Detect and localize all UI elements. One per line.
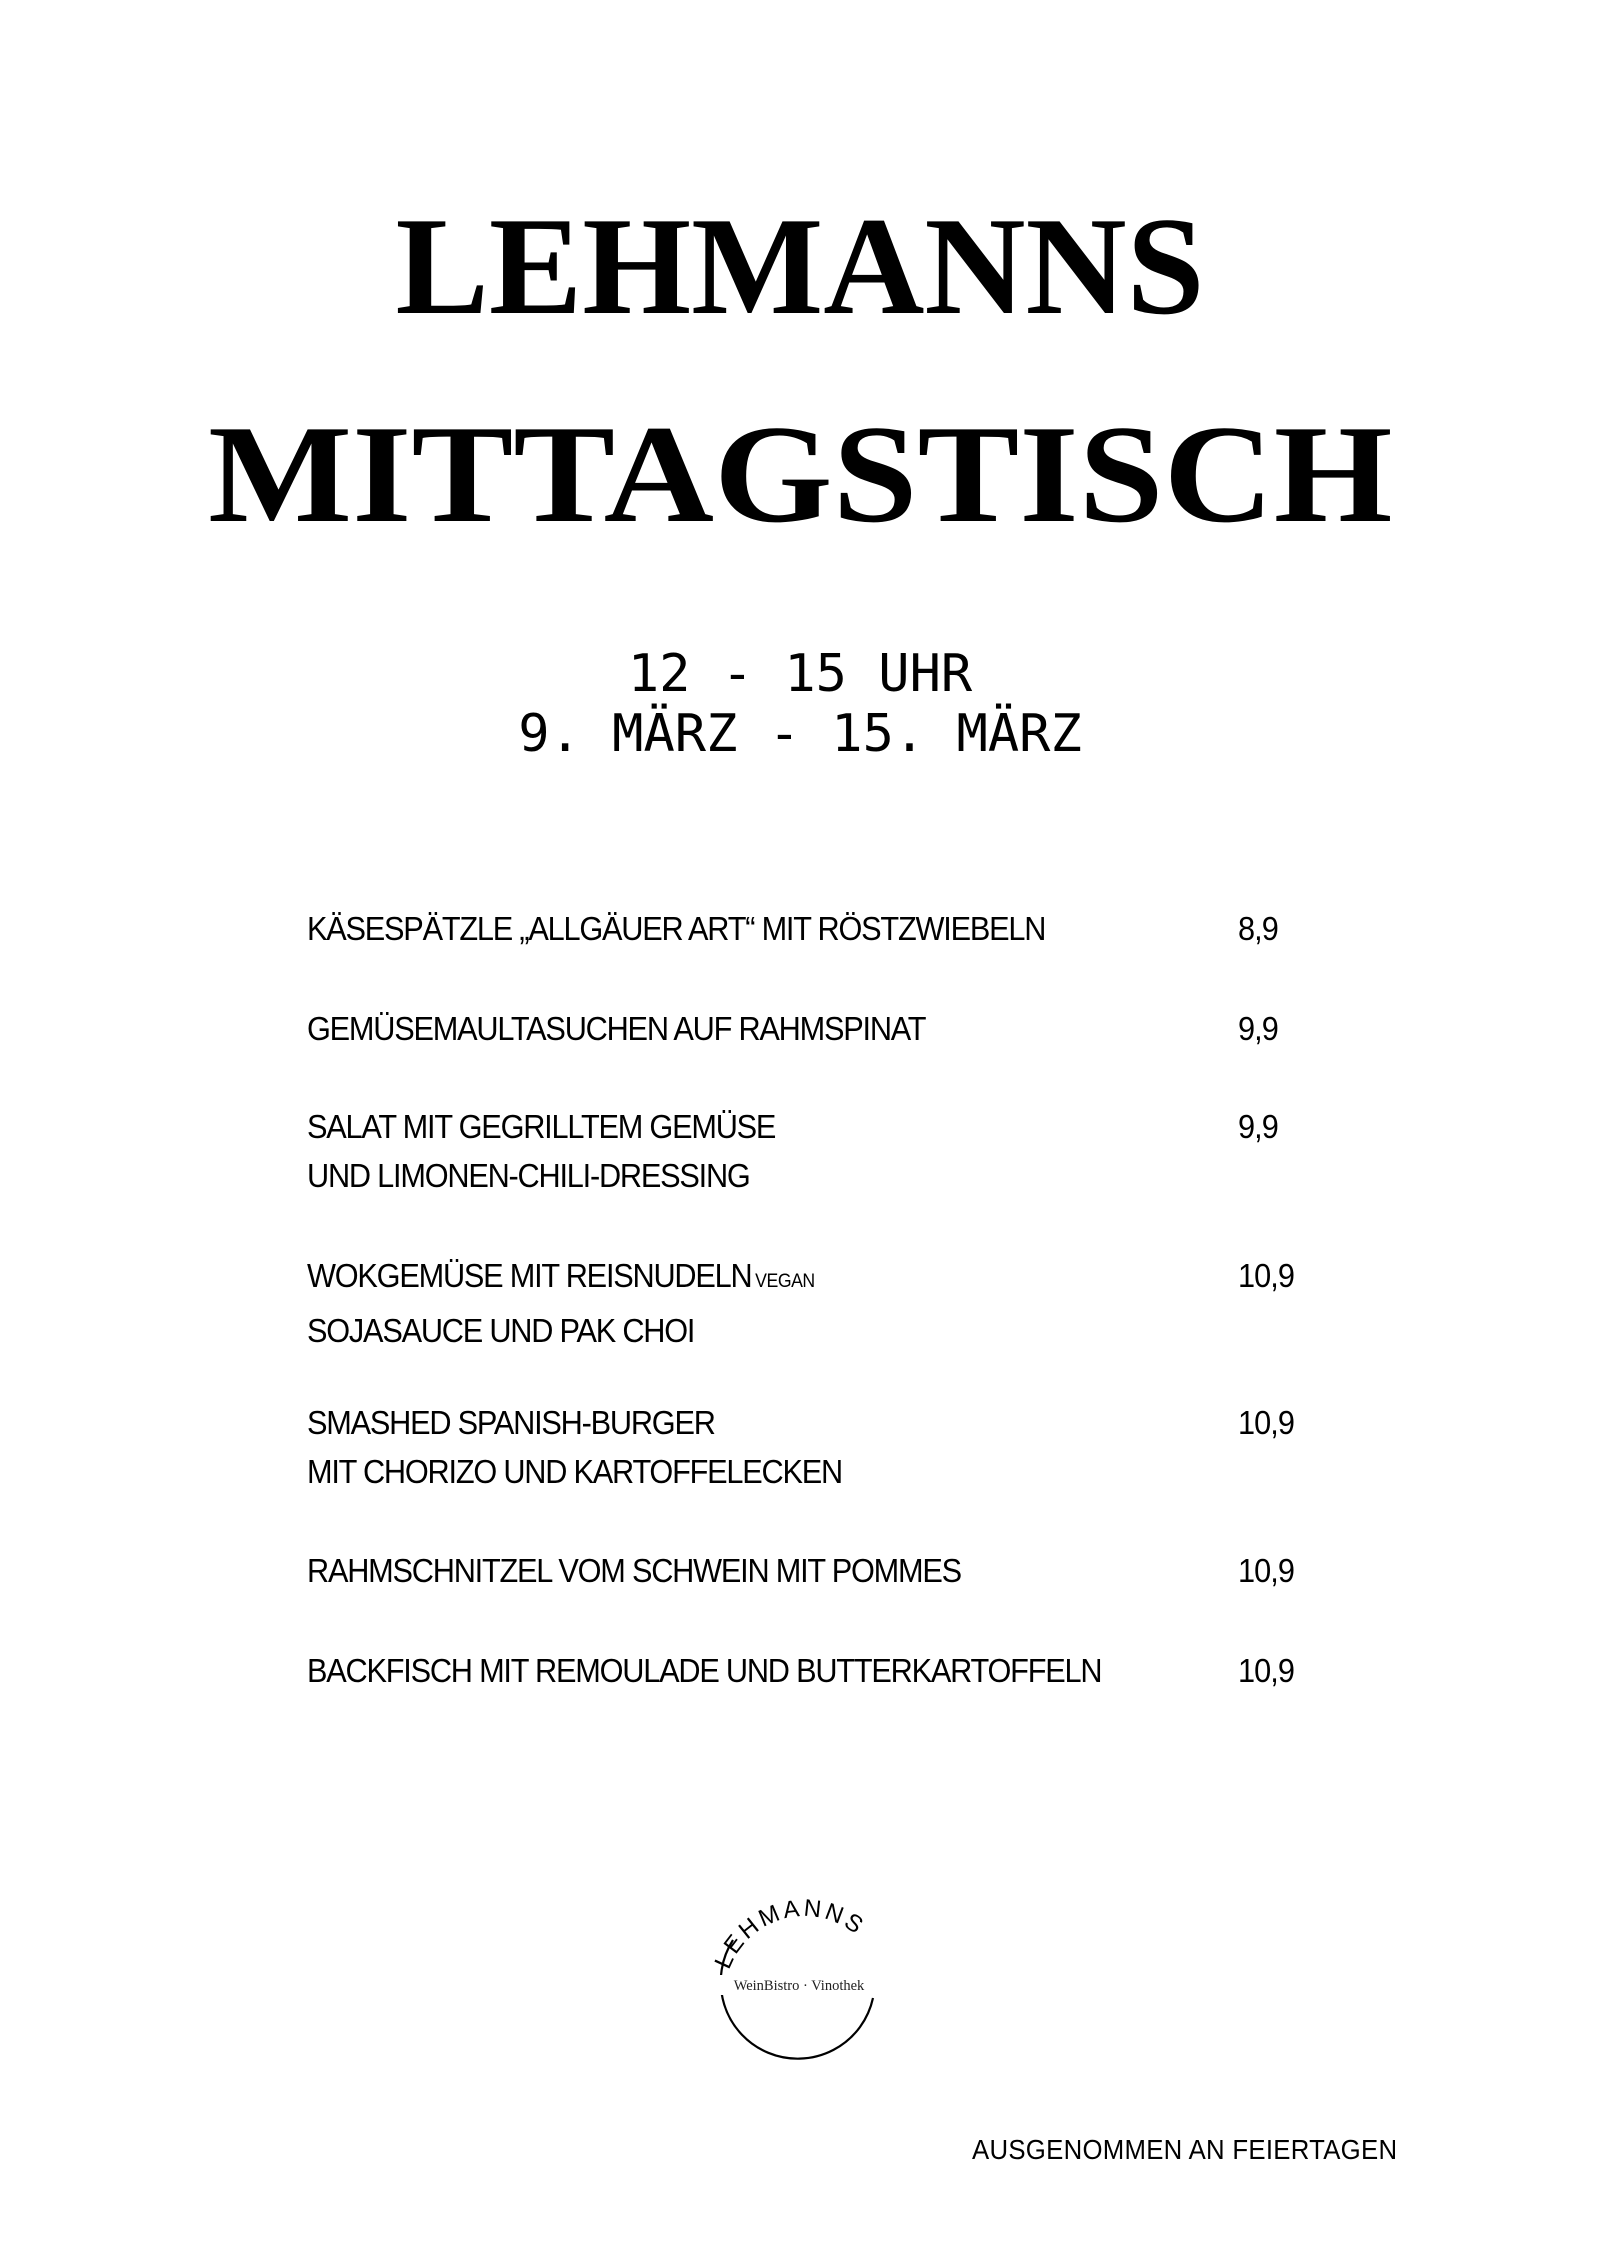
dish-line-1: WOKGEMÜSE MIT REISNUDELN [307, 1257, 752, 1294]
dish-price: 9,9 [1238, 1010, 1278, 1047]
restaurant-logo [700, 1880, 900, 2080]
dish-name [307, 1251, 815, 1355]
dish-name [307, 1398, 842, 1496]
title-line-1 [0, 189, 1600, 344]
dish-price: 10,9 [1238, 1404, 1295, 1441]
title-line-2 [0, 397, 1600, 552]
dish-price: 10,9 [1238, 1257, 1295, 1294]
dish-line-1: KÄSESPÄTZLE „ALLGÄUER ART“ MIT RÖSTZWIEBELN [307, 910, 1046, 947]
dish-line-1: SMASHED SPANISH-BURGER [307, 1404, 715, 1441]
menu-title: MITTAGSTISCH [207, 397, 1393, 552]
dish-name [307, 1004, 925, 1053]
opening-hours: 12 - 15 UHR [627, 644, 973, 704]
dish-name [307, 1546, 961, 1595]
dish-price: 8,9 [1238, 910, 1278, 947]
circle-logo-icon [700, 1880, 900, 2080]
dish-line-1: BACKFISCH MIT REMOULADE UND BUTTERKARTOFFELN [307, 1652, 1102, 1689]
footer-note: AUSGENOMMEN AN FEIERTAGEN [972, 2134, 1398, 2165]
logo-tagline: WeinBistro · Vinothek [733, 1978, 865, 1994]
dish-line-2: UND LIMONEN-CHILI-DRESSING [307, 1157, 750, 1194]
logo-arc-text [710, 1895, 871, 1973]
dish-name [307, 904, 1045, 953]
dish-line-1: GEMÜSEMAULTASUCHEN AUF RAHMSPINAT [307, 1010, 926, 1047]
logo-arc-textpath: LEHMANNS [709, 1894, 871, 1973]
vegan-tag: VEGAN [755, 1271, 815, 1292]
date-range: 9. MÄRZ - 15. MÄRZ [518, 704, 1082, 764]
dish-price: 10,9 [1238, 1652, 1295, 1689]
dish-name [307, 1646, 1101, 1695]
dish-line-2: MIT CHORIZO UND KARTOFFELECKEN [307, 1453, 842, 1490]
dish-line-1: RAHMSCHNITZEL VOM SCHWEIN MIT POMMES [307, 1552, 961, 1589]
dish-line-2: SOJASAUCE UND PAK CHOI [307, 1312, 695, 1349]
dish-name [307, 1102, 775, 1200]
dish-price: 10,9 [1238, 1552, 1295, 1589]
dish-line-1: SALAT MIT GEGRILLTEM GEMÜSE [307, 1108, 776, 1145]
restaurant-name: LEHMANNS [395, 189, 1205, 344]
dish-price: 9,9 [1238, 1108, 1278, 1145]
